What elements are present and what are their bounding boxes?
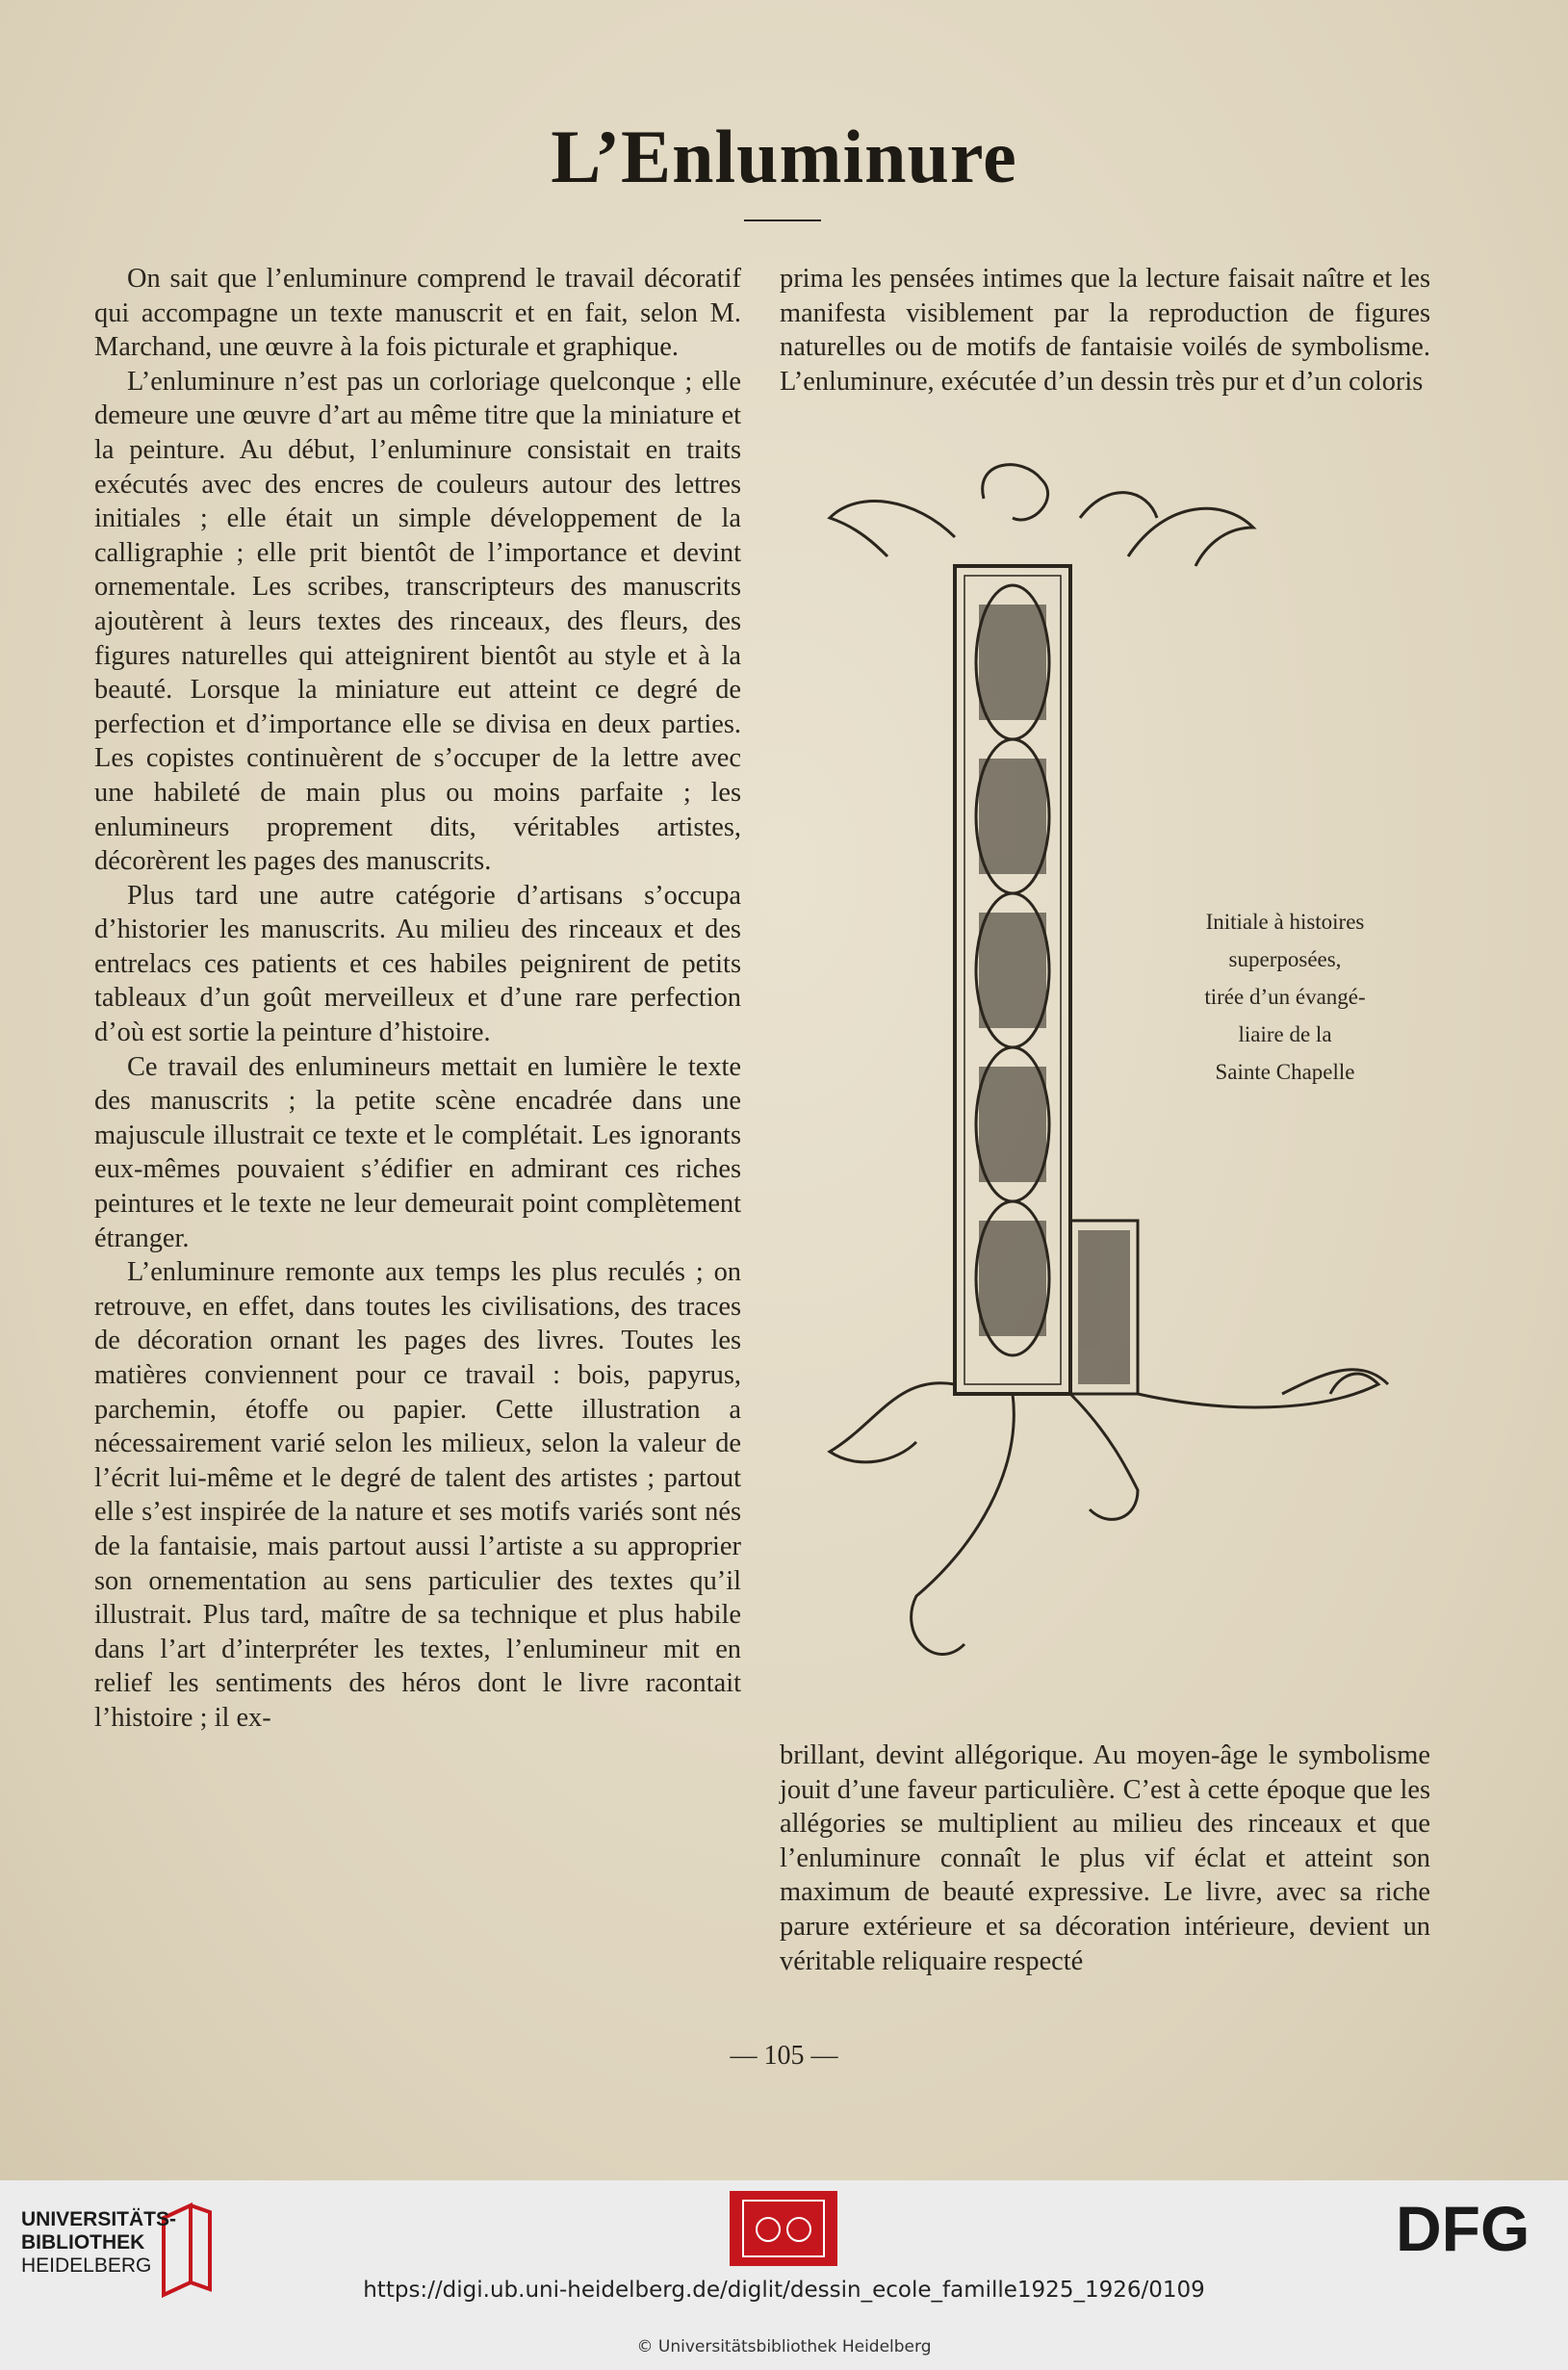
title-rule (744, 219, 821, 221)
permalink[interactable] (0, 2278, 1568, 2303)
page-title: L’Enluminure (551, 115, 1017, 198)
right-column-top (780, 262, 1430, 399)
episteme-der-linie-logo[interactable] (730, 2191, 837, 2266)
copyright-notice: © Universitätsbibliothek Heidelberg (636, 2337, 932, 2357)
permalink-link[interactable]: https://digi.ub.uni-heidelberg.de/diglit/dessin_ecole_famille1925_1926/0109 (363, 2278, 1205, 2303)
page-number: — 105 — (730, 2041, 838, 2071)
paragraph: prima les pensées intimes que la lecture faisait naître et les manifesta visiblement par la reproduction de figures naturelles ou de motifs de fantaisie voilés de symbolisme. L’enluminure, exécutée d’un dessin très pur et d’un coloris (780, 264, 1430, 397)
caption-line: superposées, (1228, 947, 1342, 971)
left-column (94, 262, 741, 1736)
library-name-line: HEIDELBERG (21, 2254, 152, 2277)
paragraph: L’enluminure remonte aux temps les plus reculés ; on retrouve, en effet, dans toutes les civilisations, des traces de décoration ornant les pages des livres. Toutes les matières conviennent pour ce travail : bois, papyrus, parchemin, étoffe ou papier. Cette illustration a nécessairement varié selon les milieux, selon la valeur de l’écrit lui-même et le degré de talent des artistes ; partout elle s’est inspirée de la nature et ses motifs variés sont nés de la fantaisie, mais partout aussi l’artiste a su approprier son ornementation au sens particulier des textes qu’il illustrait. Plus tard, maître de sa technique et plus habile dans l’art d’interpréter les textes, l’enlumineur mit en relief les sentiments des héros dont le livre racontait l’histoire ; il ex- (94, 1257, 741, 1733)
paragraph: brillant, devint allégorique. Au moyen-âge le symbolisme jouit d’une faveur particulière. C’est à cette époque que les allégories se multiplient au milieu des rinceaux et que l’enluminure connaît le plus vif éclat et atteint son maximum de beauté expressive. Le livre, avec sa riche parure extérieure et sa décoration intérieure, devient un véritable reliquaire respecté (780, 1740, 1430, 1976)
caption-line: Initiale à histoires (1205, 910, 1365, 934)
right-column-bottom (780, 1739, 1430, 1978)
paragraph: Ce travail des enlumineurs mettait en lumière le texte des manuscrits ; la petite scène encadrée dans une majuscule illustrait ce texte et le complétait. Les ignorants eux-mêmes pouvaient s’édifier en admirant ces riches peintures et le texte ne leur demeurait point complètement étranger. (94, 1051, 741, 1253)
paragraph: L’enluminure n’est pas un corloriage quelconque ; elle demeure une œuvre d’art au même titre que la miniature et la peinture. Au début, l’enluminure consistait en traits exécutés avec des encres de couleurs autour des lettres initiales ; elle était un simple développement de la calligraphie ; elle prit bientôt de l’importance et devint ornementale. Les scribes, transcripteurs des manuscrits ajoutèrent à leurs textes des rinceaux, des fleurs, des figures naturelles qui atteignirent bientôt au style et à la beauté. Lorsque la miniature eut atteint ce degré de perfection et d’importance elle se divisa en deux parties. Les copistes continuèrent de s’occuper de la lettre avec une habileté de main plus ou moins parfaite ; les enlumineurs proprement dits, véritables artistes, décorèrent les pages des manuscrits. (94, 366, 741, 877)
library-name-line: BIBLIOTHEK (21, 2231, 145, 2254)
caption-line: tirée d’un évangé- (1204, 985, 1366, 1009)
library-name-line: UNIVERSITÄTS- (21, 2208, 177, 2230)
paragraph: On sait que l’enluminure comprend le travail décoratif qui accompagne un texte manuscrit et en fait, selon M. Marchand, une œuvre à la fois picturale et graphique. (94, 264, 741, 363)
paragraph: Plus tard une autre catégorie d’artisans s’occupa d’historier les manuscrits. Au milieu des rinceaux et des entrelacs ces patients et ces habiles peignirent de petits tableaux d’un goût merveilleux et d’une rare perfection d’où est sortie la peinture d’histoire. (94, 880, 741, 1048)
dfg-logo-text: DFG (1396, 2195, 1530, 2262)
caption-line: liaire de la (1238, 1022, 1332, 1046)
caption-line: Sainte Chapelle (1215, 1060, 1355, 1084)
figure-caption (1160, 903, 1410, 1091)
dfg-logo[interactable] (1396, 2195, 1540, 2262)
